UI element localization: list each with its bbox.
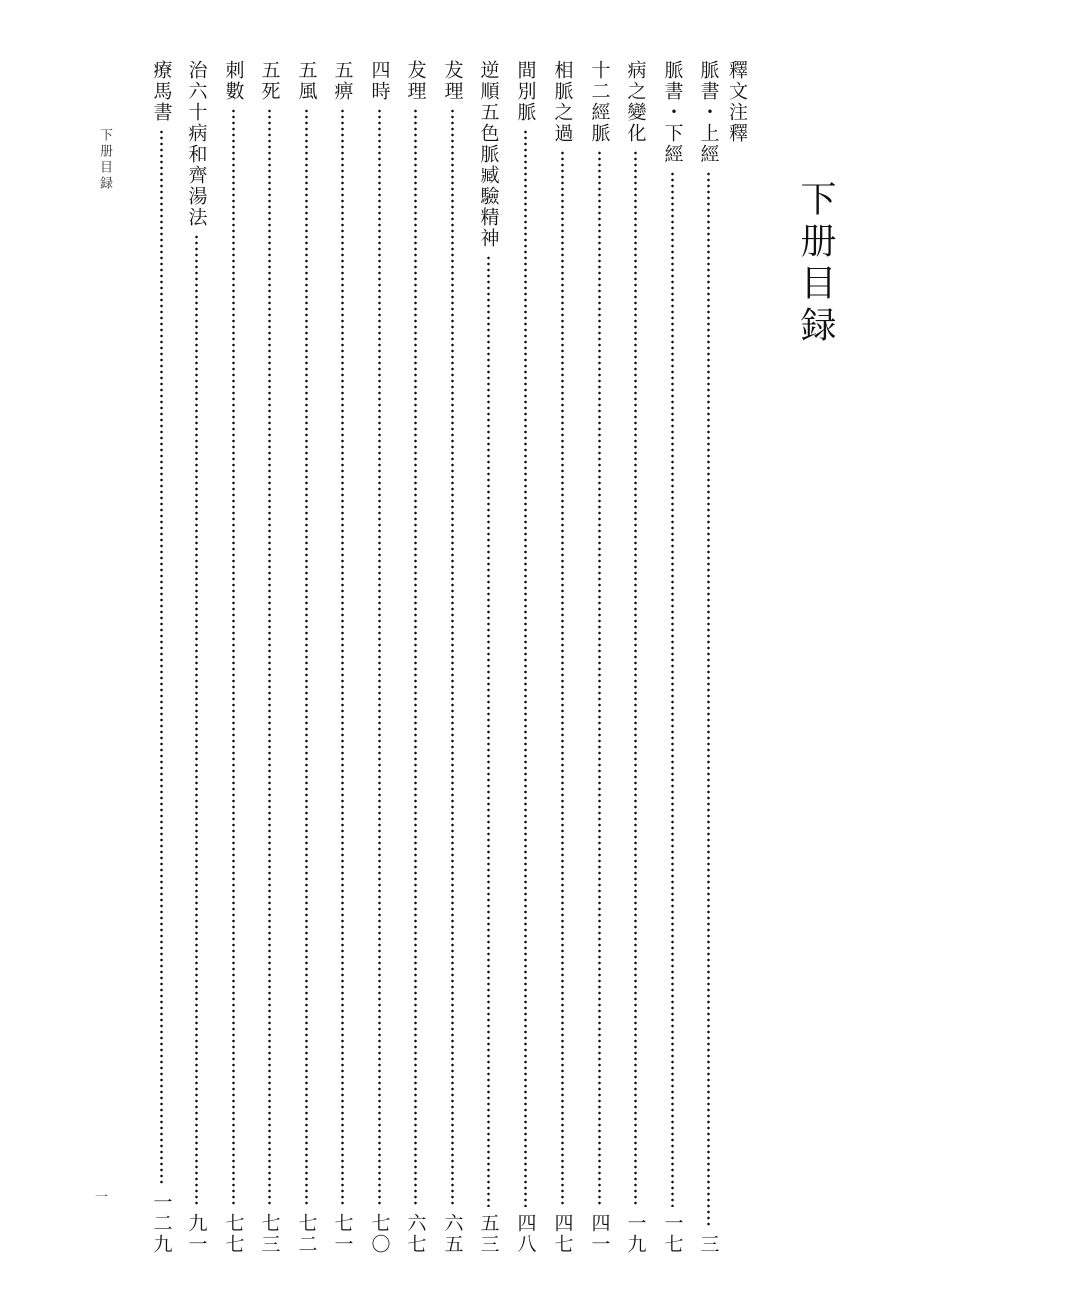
toc-entry[interactable]	[657, 60, 687, 1255]
toc-entry-title: 五死	[258, 60, 281, 102]
toc-entry[interactable]	[291, 60, 321, 1255]
toc-entry-page: 三	[697, 1234, 720, 1255]
toc-entry-title: 治六十病和齊湯法	[185, 60, 208, 228]
dot-leader	[524, 129, 527, 1207]
toc-entry-page: 七一	[331, 1213, 354, 1255]
toc-entry-title: 療馬書	[150, 60, 173, 123]
toc-entry[interactable]	[620, 60, 650, 1255]
toc-entry-title: 十二經脈	[588, 60, 611, 144]
toc-entry-title: 犮理	[441, 60, 464, 102]
toc-entry-page: 七二	[295, 1213, 318, 1255]
page-title: 下册目録	[795, 180, 836, 348]
toc-entry-page: 九一	[185, 1213, 208, 1255]
toc-entry[interactable]	[400, 60, 430, 1255]
toc-entry[interactable]	[254, 60, 284, 1255]
toc-entry-title: 五風	[295, 60, 318, 102]
toc-entry-title: 刺數	[222, 60, 245, 102]
dot-leader	[232, 108, 235, 1207]
toc-entry[interactable]	[364, 60, 394, 1255]
dot-leader	[160, 129, 163, 1186]
dot-leader	[341, 108, 344, 1207]
dot-leader	[561, 150, 564, 1207]
toc-entry-page: 一九	[624, 1213, 647, 1255]
toc-entry[interactable]	[584, 60, 614, 1255]
toc-entry-page: 六七	[404, 1213, 427, 1255]
toc-entry-title: 病之變化	[624, 60, 647, 144]
toc-entry[interactable]	[693, 60, 723, 1255]
toc-entry-page: 四七	[551, 1213, 574, 1255]
dot-leader	[598, 150, 601, 1207]
dot-leader	[268, 108, 271, 1207]
toc-entry[interactable]	[218, 60, 248, 1255]
toc-entry[interactable]	[181, 60, 211, 1255]
toc-entry-page: 四八	[514, 1213, 537, 1255]
dot-leader	[305, 108, 308, 1207]
dot-leader	[414, 108, 417, 1207]
dot-leader	[707, 171, 710, 1228]
toc-entry-title: 脈書・上經	[697, 60, 720, 165]
page-number: 一	[95, 1190, 109, 1205]
toc-entry-page: 四一	[588, 1213, 611, 1255]
toc-entry[interactable]	[327, 60, 357, 1255]
toc-entry-page: 七七	[222, 1213, 245, 1255]
toc-entry-page: 五三	[477, 1213, 500, 1255]
toc-entry-page: 六五	[441, 1213, 464, 1255]
toc-entry-title: 間別脈	[514, 60, 537, 123]
toc-entry[interactable]	[437, 60, 467, 1255]
toc-entry-title: 相脈之過	[551, 60, 574, 144]
running-head: 下册目録	[97, 128, 112, 192]
toc-entry-title: 犮理	[404, 60, 427, 102]
toc-entry[interactable]	[510, 60, 540, 1255]
toc-entry-page: 七三	[258, 1213, 281, 1255]
toc-entry[interactable]	[473, 60, 503, 1255]
toc-entry-page: 七〇	[368, 1213, 391, 1255]
dot-leader	[634, 150, 637, 1207]
dot-leader	[195, 234, 198, 1207]
dot-leader	[487, 255, 490, 1207]
section-heading: 釋文注釋	[726, 60, 748, 144]
toc-entry-title: 逆順五色脈臧驗精神	[477, 60, 500, 249]
dot-leader	[451, 108, 454, 1207]
toc-entry-page: 一七	[661, 1213, 684, 1255]
dot-leader	[378, 108, 381, 1207]
toc-entry-title: 四時	[368, 60, 391, 102]
dot-leader	[671, 171, 674, 1207]
toc-entry[interactable]	[146, 60, 176, 1255]
toc-entry-page: 一二九	[150, 1192, 173, 1255]
toc-entry-title: 脈書・下經	[661, 60, 684, 165]
toc-entry[interactable]	[547, 60, 577, 1255]
toc-entry-title: 五痹	[331, 60, 354, 102]
